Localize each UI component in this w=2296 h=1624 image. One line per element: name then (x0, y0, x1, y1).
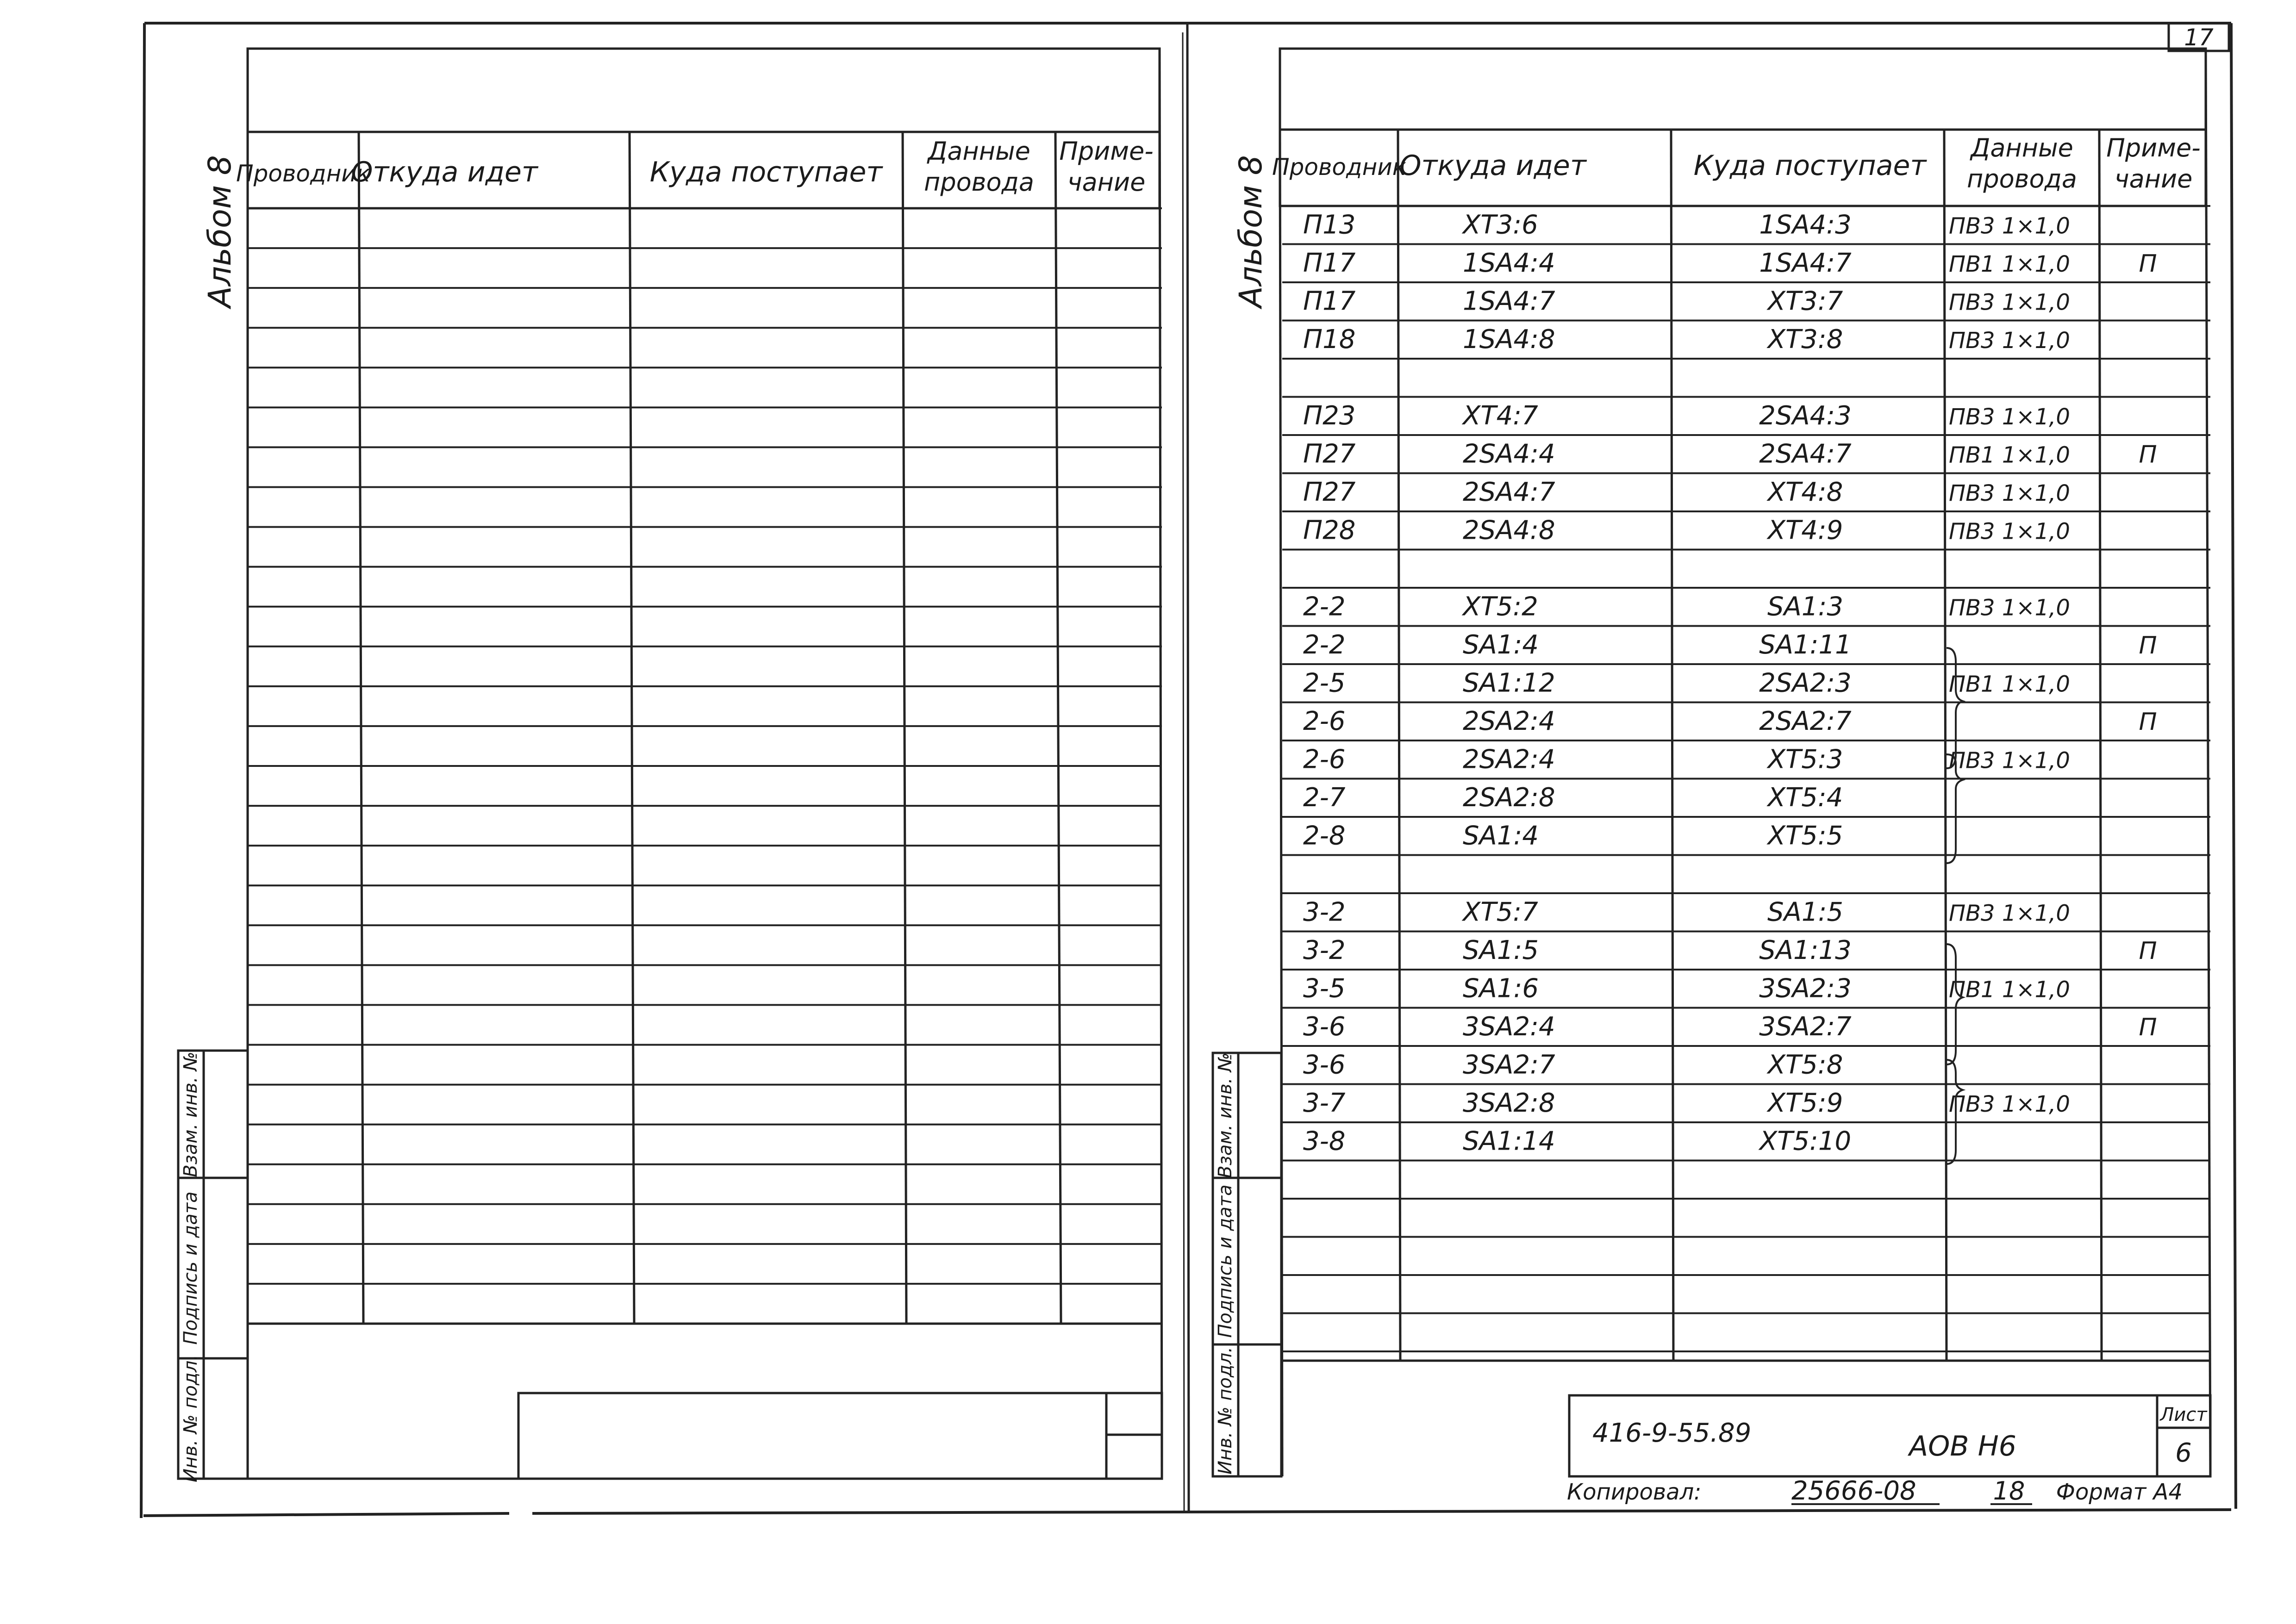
right-stamp-inv-label: Инв. № подл. (1215, 1347, 1236, 1475)
right-row-lines (1282, 206, 2210, 1351)
row-cell-wire: ПВ3 1×1,0 (1949, 404, 2070, 430)
row-cell-wire: ПВ3 1×1,0 (1949, 213, 2070, 239)
row-cell-cond: 2-5 (1303, 668, 1346, 698)
row-cell-to: SA1:5 (1767, 897, 1843, 927)
table-row (1303, 1050, 1843, 1080)
row-cell-cond: П18 (1303, 324, 1356, 355)
row-cell-to: SA1:3 (1767, 591, 1843, 622)
row-cell-wire: ПВ3 1×1,0 (1949, 1091, 2070, 1117)
left-stamp-inv-label: Инв. № подл. (180, 1355, 201, 1482)
row-cell-cond: П28 (1303, 515, 1356, 546)
album-label-right: Альбом 8 (1233, 155, 1269, 308)
row-cell-cond: 3-6 (1303, 1050, 1346, 1080)
row-cell-from: SA1:4 (1463, 629, 1539, 660)
right-header-from: Откуда идет (1399, 149, 1586, 182)
section-code: АОВ Н6 (1909, 1430, 2016, 1462)
row-cell-cond: 2-7 (1303, 782, 1346, 813)
row-cell-from: 1SA4:4 (1463, 248, 1555, 278)
row-cell-note: П (2139, 937, 2157, 965)
row-cell-note: П (2139, 1013, 2157, 1041)
row-cell-wire: ПВ3 1×1,0 (1949, 747, 2070, 774)
row-cell-wire: ПВ1 1×1,0 (1949, 442, 2070, 468)
row-cell-from: SA1:14 (1463, 1126, 1555, 1157)
right-stamp-replace-label: Взам. инв. № (1215, 1052, 1236, 1178)
row-cell-from: ХТ4:7 (1463, 400, 1538, 431)
right-header-wire-1: Данные (1971, 133, 2073, 162)
table-row (1303, 401, 2070, 431)
order-number: 25666-08 (1791, 1476, 1916, 1506)
row-cell-note: П (2139, 708, 2157, 736)
row-cell-to: ХТ5:4 (1767, 782, 1843, 813)
sheet-number: 17 (2184, 24, 2214, 51)
left-stamp-replace-label: Взам. инв. № (180, 1052, 201, 1177)
row-cell-to: 2SA4:3 (1759, 400, 1852, 431)
table-row (1303, 439, 2157, 469)
left-header-wire-1: Данные (928, 137, 1030, 166)
left-header-to: Куда поступает (649, 156, 883, 188)
row-cell-cond: 2-8 (1303, 821, 1346, 851)
left-header-note-2: чание (1067, 168, 1146, 197)
row-cell-cond: П27 (1303, 477, 1356, 507)
album-label-left: Альбом 8 (202, 155, 238, 308)
right-header-note-1: Приме- (2106, 133, 2201, 162)
row-cell-cond: П23 (1303, 400, 1356, 431)
row-cell-from: 2SA2:8 (1463, 782, 1555, 813)
left-header-wire-2: провода (924, 168, 1034, 197)
row-cell-from: 2SA4:7 (1463, 477, 1555, 507)
row-cell-to: ХТ4:8 (1767, 477, 1843, 507)
row-cell-cond: П27 (1303, 439, 1356, 469)
row-cell-to: 1SA4:3 (1759, 210, 1852, 240)
row-cell-from: ХТ5:7 (1463, 897, 1538, 927)
right-header-wire-2: провода (1967, 164, 2077, 193)
row-cell-from: ХТ3:6 (1463, 210, 1538, 240)
table-row (1303, 248, 2157, 278)
row-cell-to: SA1:11 (1759, 629, 1852, 660)
right-stamp-sign-label: Подпись и дата (1215, 1184, 1236, 1338)
row-cell-to: ХТ5:8 (1767, 1050, 1843, 1080)
table-row (1303, 935, 2157, 965)
sheet-value: 6 (2175, 1438, 2192, 1468)
table-row (1303, 897, 2070, 927)
row-cell-cond: 2-2 (1303, 591, 1346, 622)
table-row (1303, 210, 2070, 240)
row-cell-to: ХТ3:8 (1767, 324, 1843, 355)
row-cell-to: 1SA4:7 (1759, 248, 1852, 278)
row-cell-wire: ПВ3 1×1,0 (1949, 327, 2070, 354)
right-header-to: Куда поступает (1693, 149, 1927, 182)
format-label: Формат А4 (2056, 1479, 2183, 1505)
row-cell-cond: 3-6 (1303, 1011, 1346, 1042)
row-cell-from: 1SA4:7 (1463, 286, 1555, 317)
table-row (1303, 515, 2070, 545)
row-cell-to: ХТ5:3 (1767, 744, 1843, 775)
row-cell-to: ХТ5:9 (1767, 1088, 1843, 1118)
row-cell-cond: 3-7 (1303, 1088, 1346, 1118)
table-row (1303, 783, 1843, 813)
doc-code: 416-9-55.89 (1592, 1418, 1752, 1448)
left-header-conductor: Проводник (236, 160, 370, 187)
row-cell-from: ХТ5:2 (1463, 591, 1538, 622)
row-cell-from: 1SA4:8 (1463, 324, 1555, 355)
row-cell-wire: ПВ1 1×1,0 (1949, 977, 2070, 1003)
row-cell-from: 3SA2:4 (1463, 1011, 1555, 1042)
row-cell-note: П (2139, 249, 2157, 278)
row-cell-cond: 3-5 (1303, 973, 1346, 1004)
left-header-from: Откуда идет (351, 156, 538, 188)
wiring-table-body (1303, 210, 2157, 1156)
row-cell-cond: П17 (1303, 248, 1356, 278)
row-cell-wire: ПВ3 1×1,0 (1949, 900, 2070, 927)
row-cell-cond: П17 (1303, 286, 1356, 317)
row-cell-to: 3SA2:7 (1759, 1011, 1852, 1042)
row-cell-to: ХТ4:9 (1767, 515, 1843, 546)
row-cell-from: SA1:5 (1463, 935, 1539, 965)
row-cell-note: П (2139, 631, 2157, 660)
left-header-note-1: Приме- (1059, 137, 1154, 166)
sheet-label: Лист (2160, 1404, 2207, 1425)
table-row (1303, 630, 2157, 660)
row-cell-to: ХТ5:5 (1767, 821, 1843, 851)
row-cell-from: SA1:6 (1463, 973, 1539, 1004)
table-row (1303, 477, 2070, 507)
row-cell-to: 3SA2:3 (1759, 973, 1852, 1004)
row-cell-wire: ПВ1 1×1,0 (1949, 251, 2070, 277)
row-cell-from: 2SA2:4 (1463, 706, 1555, 736)
row-cell-cond: 3-2 (1303, 897, 1346, 927)
row-cell-cond: 2-2 (1303, 629, 1346, 660)
table-row (1303, 286, 2070, 316)
row-cell-wire: ПВ1 1×1,0 (1949, 671, 2070, 697)
left-stamp-sign-label: Подпись и дата (180, 1191, 201, 1345)
right-header-conductor: Проводник (1272, 154, 1406, 180)
row-cell-wire: ПВ3 1×1,0 (1949, 289, 2070, 316)
row-cell-wire: ПВ3 1×1,0 (1949, 595, 2070, 621)
sheet-number-box (2169, 23, 2229, 51)
row-cell-cond: 2-6 (1303, 706, 1346, 736)
left-row-lines (248, 208, 1162, 1324)
row-cell-cond: 3-8 (1303, 1126, 1346, 1157)
footer (1567, 1476, 2183, 1506)
right-page (1213, 49, 2210, 1476)
page-index: 18 (1993, 1476, 2025, 1506)
row-cell-cond: 3-2 (1303, 935, 1346, 965)
right-header-note-2: чание (2114, 164, 2193, 193)
row-cell-wire: ПВ3 1×1,0 (1949, 518, 2070, 545)
row-cell-from: 3SA2:8 (1463, 1088, 1555, 1118)
table-row (1303, 706, 2157, 736)
row-cell-note: П (2139, 441, 2157, 469)
row-cell-to: 2SA4:7 (1759, 439, 1852, 469)
table-row (1303, 1012, 2157, 1042)
row-cell-from: 2SA4:4 (1463, 439, 1555, 469)
row-cell-to: 2SA2:3 (1759, 668, 1852, 698)
row-cell-wire: ПВ3 1×1,0 (1949, 480, 2070, 506)
table-row (1303, 591, 2070, 622)
row-cell-from: 2SA2:4 (1463, 744, 1555, 775)
row-cell-from: 2SA4:8 (1463, 515, 1555, 546)
row-cell-from: SA1:4 (1463, 821, 1539, 851)
table-row (1303, 1126, 1851, 1156)
row-cell-from: SA1:12 (1463, 668, 1555, 698)
row-cell-to: ХТ5:10 (1759, 1126, 1852, 1157)
right-column-lines (1280, 49, 2210, 1476)
row-cell-to: SA1:13 (1759, 935, 1852, 965)
left-page (178, 49, 1162, 1482)
row-cell-cond: П13 (1303, 210, 1356, 240)
left-column-lines (248, 49, 1162, 1479)
table-row (1303, 324, 2070, 355)
row-cell-to: 2SA2:7 (1759, 706, 1852, 736)
row-cell-cond: 2-6 (1303, 744, 1346, 775)
table-row (1303, 821, 1843, 851)
copied-label: Копировал: (1567, 1479, 1702, 1505)
row-cell-from: 3SA2:7 (1463, 1050, 1555, 1080)
row-cell-to: ХТ3:7 (1767, 286, 1843, 317)
